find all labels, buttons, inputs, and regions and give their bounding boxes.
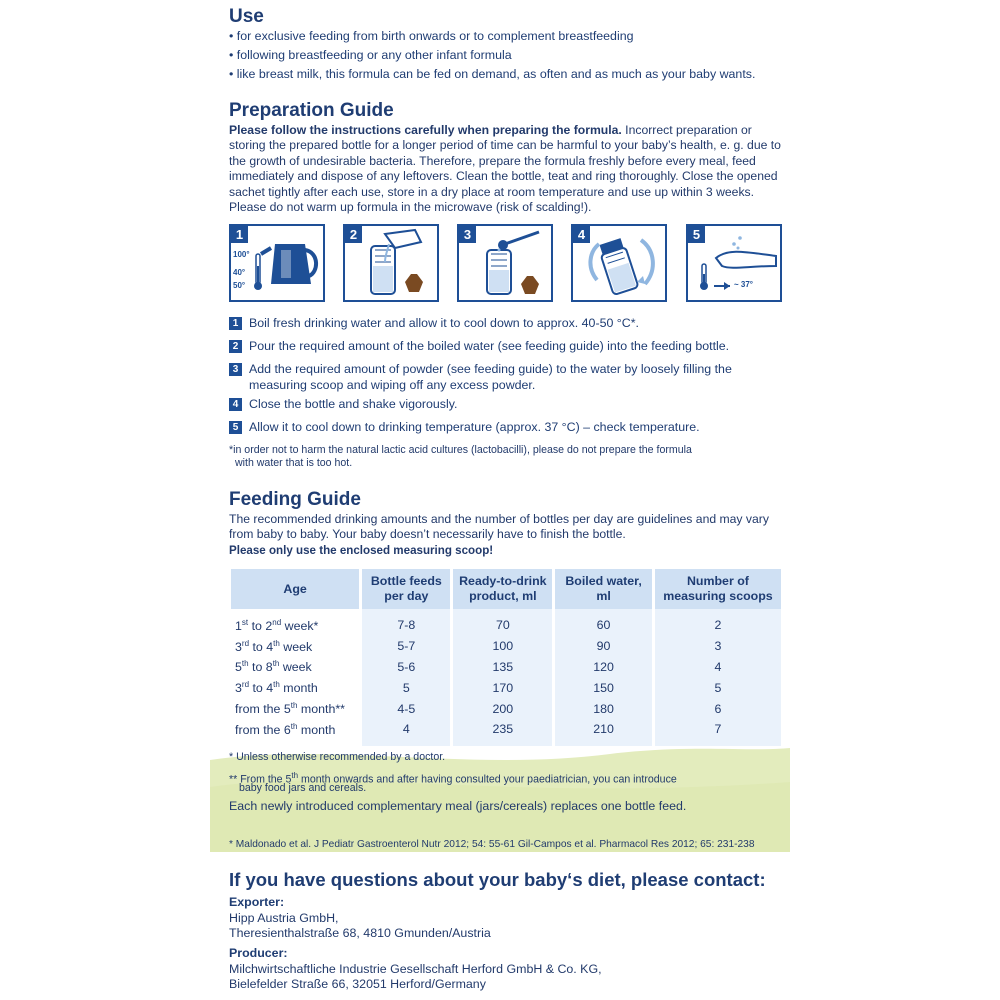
table-row [231, 719, 781, 740]
label-100: 100° [233, 250, 250, 259]
product-cell: 100 [453, 636, 552, 657]
product-cell: 200 [453, 698, 552, 719]
header-age: Age [231, 569, 359, 609]
producer-label: Producer: [229, 946, 288, 960]
preparation-intro-bold: Please follow the instructions carefully when preparing the formula. [229, 123, 622, 137]
step-5-number: 5 [688, 226, 705, 243]
step-2-badge: 2 [229, 340, 242, 353]
feeding-intro: The recommended drinking amounts and the number of bottles per day are guidelines and may vary from baby to baby. Your baby doesn’t necessarily have to finish the bottle. [229, 512, 769, 542]
feeds-cell: 7-8 [362, 615, 450, 636]
step-4-illustration [571, 224, 667, 302]
header-product: Ready-to-drink product, ml [453, 569, 552, 609]
exporter-block [229, 895, 491, 942]
table-row [231, 677, 781, 698]
exporter-label: Exporter: [229, 895, 285, 909]
water-cell: 120 [555, 657, 652, 678]
feeding-note-3: Each newly introduced complementary meal (jars/cereals) replaces one bottle feed. [229, 799, 687, 813]
header-scoops: Number of measuring scoops [655, 569, 781, 609]
step-3 [229, 362, 789, 393]
preparation-footnote-line1: *in order not to harm the natural lactic acid cultures (lactobacilli), please do not prepare the formula [229, 444, 692, 456]
shake-bottle-icon [573, 226, 665, 300]
header-bottle-feeds: Bottle feeds per day [362, 569, 450, 609]
feeds-cell: 4 [362, 719, 450, 740]
feeding-scoop-note: Please only use the enclosed measuring scoop! [229, 544, 494, 557]
preparation-title: Preparation Guide [229, 100, 394, 121]
water-cell: 60 [555, 615, 652, 636]
use-bullet-2: • following breastfeeding or any other infant formula [229, 48, 512, 62]
reference: * Maldonado et al. J Pediatr Gastroenterol Nutr 2012; 54: 55-61 Gil-Campos et al. Pharmacol Res 2012; 65: 231-238 [229, 839, 755, 850]
use-title: Use [229, 6, 264, 27]
producer-block [229, 946, 602, 993]
product-cell: 70 [453, 615, 552, 636]
feeds-cell: 5-7 [362, 636, 450, 657]
label-50: 50° [233, 281, 246, 290]
step-4-number: 4 [573, 226, 590, 243]
label-37: ~ 37° [734, 280, 753, 289]
label-40: 40° [233, 268, 246, 277]
table-row [231, 698, 781, 719]
contact-title: If you have questions about your baby‘s diet, please contact: [229, 869, 766, 890]
step-3-illustration [457, 224, 553, 302]
scoop-powder-bottle-icon [459, 226, 551, 300]
feeds-cell: 5-6 [362, 657, 450, 678]
table-row [231, 615, 781, 636]
feeding-note-1: * Unless otherwise recommended by a doctor. [229, 751, 446, 763]
step-4-badge: 4 [229, 398, 242, 411]
scoops-cell: 5 [655, 677, 781, 698]
feeding-title: Feeding Guide [229, 489, 361, 510]
age-cell: from the 5th month** [235, 701, 345, 717]
step-2-number: 2 [345, 226, 362, 243]
water-cell: 180 [555, 698, 652, 719]
step-5 [229, 420, 789, 436]
water-cell: 210 [555, 719, 652, 740]
step-4-text: Close the bottle and shake vigorously. [249, 397, 458, 411]
step-5-badge: 5 [229, 421, 242, 434]
step-2 [229, 339, 789, 355]
pour-water-bottle-icon [345, 226, 437, 300]
step-2-illustration [343, 224, 439, 302]
scoops-cell: 3 [655, 636, 781, 657]
scoops-cell: 2 [655, 615, 781, 636]
step-5-illustration [686, 224, 782, 302]
step-1-number: 1 [231, 226, 248, 243]
preparation-intro [229, 123, 790, 215]
step-3-badge: 3 [229, 363, 242, 376]
feeds-cell: 4-5 [362, 698, 450, 719]
exporter-line-1: Hipp Austria GmbH, [229, 910, 339, 925]
leaflet-panel [210, 0, 790, 1000]
step-4 [229, 397, 789, 413]
step-5-text: Allow it to cool down to drinking temperature (approx. 37 °C) – check temperature. [249, 420, 700, 434]
scoops-cell: 6 [655, 698, 781, 719]
step-2-text: Pour the required amount of the boiled water (see feeding guide) into the feeding bottle. [249, 339, 730, 353]
header-water: Boiled water, ml [555, 569, 652, 609]
producer-line-1: Milchwirtschaftliche Industrie Gesellschaft Herford GmbH & Co. KG, [229, 961, 602, 976]
water-cell: 150 [555, 677, 652, 698]
preparation-intro-text: Incorrect preparation or storing the prepared bottle for a longer period of time can be harmful to your baby’s health, e. g. due to the growth of undesirable bacteria. Therefore, prepare the formula freshly before every meal, feed immediately and dispose of any leftovers. Clean the bottle, teat and ring thoroughly. Close the opened sachet tightly after each use, store in a dry place at room temperature and use up within 3 weeks. Please do not warm up formula in the microwave (risk of scalding!). [229, 123, 781, 215]
age-cell: 1st to 2nd week* [235, 617, 319, 633]
product-cell: 135 [453, 657, 552, 678]
use-bullet-3: • like breast milk, this formula can be fed on demand, as often and as much as your baby wants. [229, 67, 756, 81]
scoops-cell: 7 [655, 719, 781, 740]
use-bullet-1: • for exclusive feeding from birth onwards or to complement breastfeeding [229, 29, 634, 43]
step-1-badge: 1 [229, 317, 242, 330]
step-3-text: Add the required amount of powder (see feeding guide) to the water by loosely filling the measuring scoop and wiping off any excess powder. [249, 362, 732, 392]
producer-line-2: Bielefelder Straße 66, 32051 Herford/Germany [229, 977, 486, 992]
product-cell: 235 [453, 719, 552, 740]
step-3-number: 3 [459, 226, 476, 243]
step-1 [229, 316, 789, 332]
exporter-line-2: Theresienthalstraße 68, 4810 Gmunden/Austria [229, 926, 491, 941]
table-row [231, 657, 781, 678]
feeding-table [228, 569, 784, 746]
step-1-illustration [229, 224, 325, 302]
product-cell: 170 [453, 677, 552, 698]
age-cell: 3rd to 4th month [235, 680, 318, 696]
age-cell: 5th to 8th week [235, 659, 312, 675]
age-cell: 3rd to 4th week [235, 638, 313, 654]
feeding-note-2-line2: baby food jars and cereals. [239, 782, 367, 794]
feeding-note-2: ** From the 5th month onwards and after having consulted your paediatrician, you can introduce [229, 771, 677, 786]
feeds-cell: 5 [362, 677, 450, 698]
table-row [231, 636, 781, 657]
step-1-text: Boil fresh drinking water and allow it to cool down to approx. 40-50 °C*. [249, 316, 639, 330]
preparation-footnote-line2: with water that is too hot. [235, 457, 353, 469]
water-cell: 90 [555, 636, 652, 657]
scoops-cell: 4 [655, 657, 781, 678]
age-cell: from the 6th month [235, 721, 336, 737]
